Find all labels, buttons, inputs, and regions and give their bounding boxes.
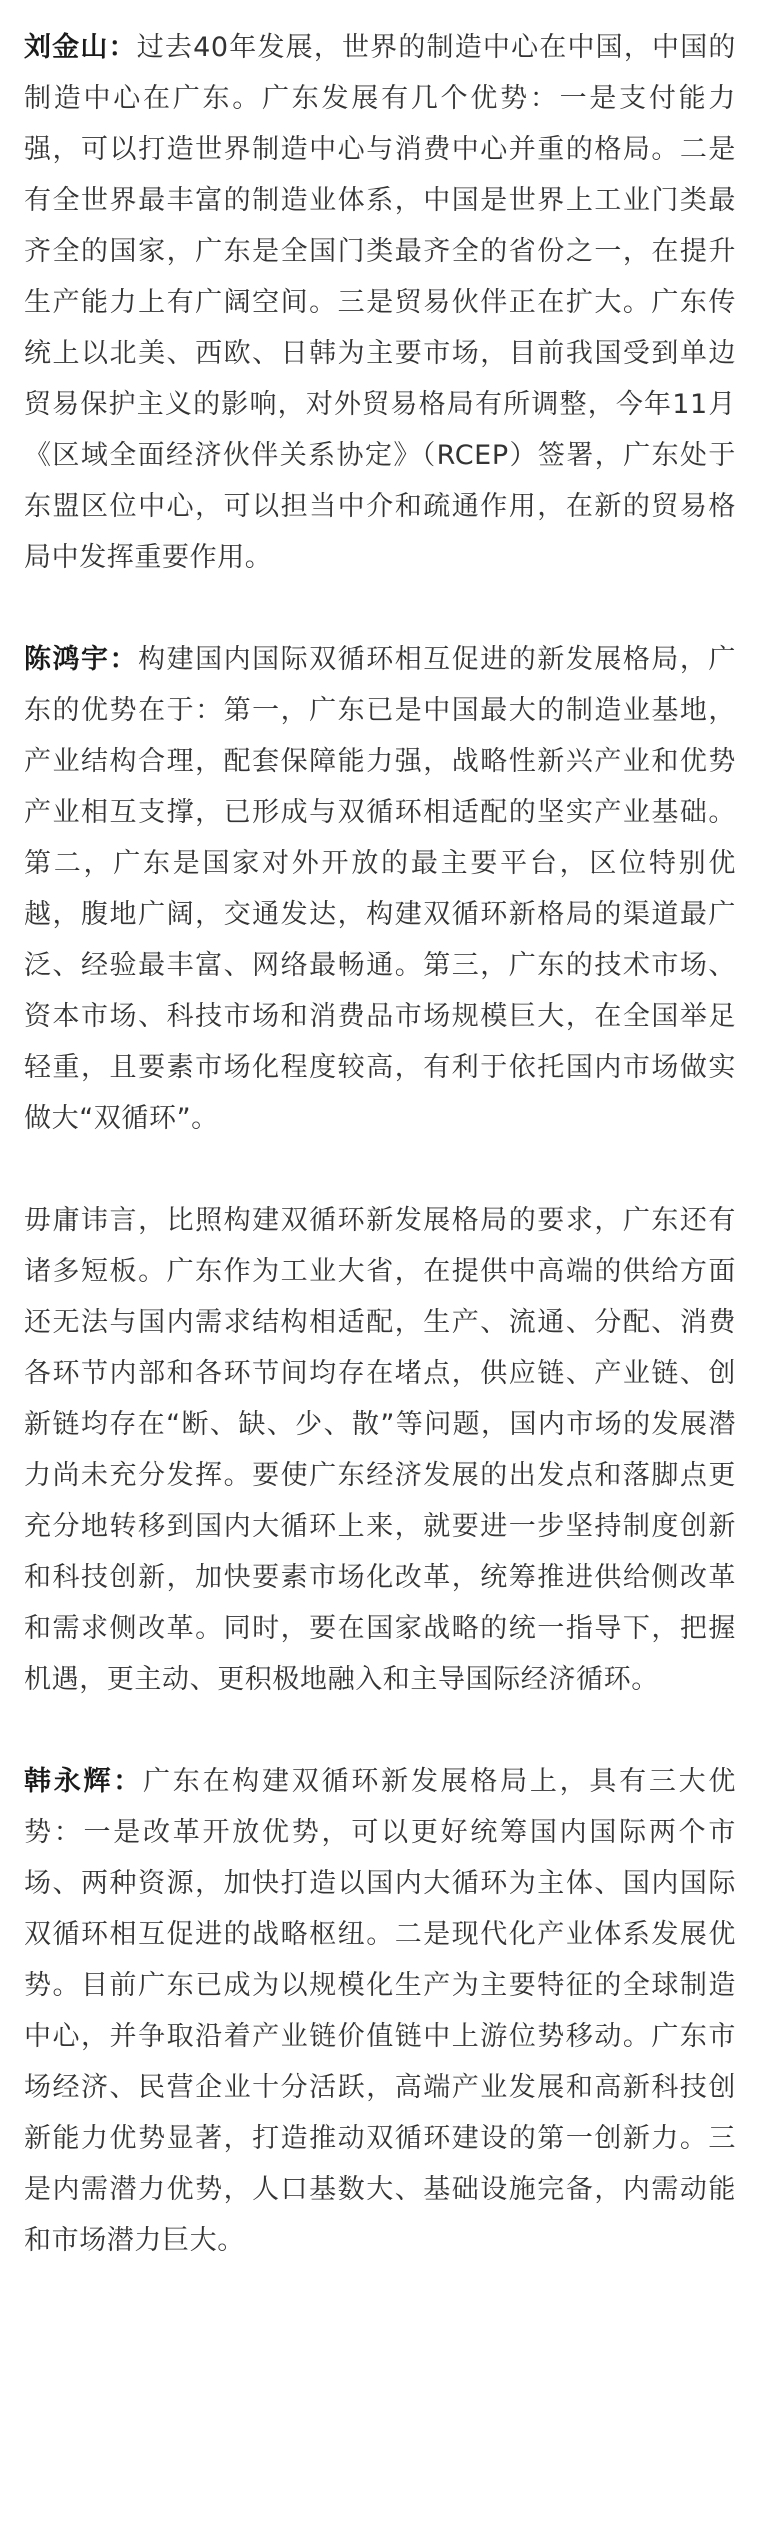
paragraph-liu-jinshan — [24, 22, 736, 583]
paragraph-text: 过去40年发展，世界的制造中心在中国，中国的制造中心在广东。广东发展有几个优势：一是支付能力强，可以打造世界制造中心与消费中心并重的格局。二是有全世界最丰富的制造业体系，中国是世界上工业门类最齐全的国家，广东是全国门类最齐全的省份之一，在提升生产能力上有广阔空间。三是贸易伙伴正在扩大。广东传统上以北美、西欧、日韩为主要市场，目前我国受到单边贸易保护主义的影响，对外贸易格局有所调整，今年11月《区域全面经济伙伴关系协定》（RCEP）签署，广东处于东盟区位中心，可以担当中介和疏通作用，在新的贸易格局中发挥重要作用。 — [24, 32, 736, 573]
paragraph-shortcomings — [24, 1195, 736, 1705]
paragraph-text: 广东在构建双循环新发展格局上，具有三大优势：一是改革开放优势，可以更好统筹国内国际两个市场、两种资源，加快打造以国内大循环为主体、国内国际双循环相互促进的战略枢纽。二是现代化产业体系发展优势。目前广东已成为以规模化生产为主要特征的全球制造中心，并争取沿着产业链价值链中上游位势移动。广东市场经济、民营企业十分活跃，高端产业发展和高新科技创新能力优势显著，打造推动双循环建设的第一创新力。三是内需潜力优势，人口基数大、基础设施完备，内需动能和市场潜力巨大。 — [24, 1766, 736, 2256]
speaker-name: 刘金山： — [24, 32, 137, 63]
paragraph-chen-hongyu — [24, 634, 736, 1144]
speaker-name: 韩永辉： — [24, 1766, 144, 1797]
paragraph-text: 毋庸讳言，比照构建双循环新发展格局的要求，广东还有诸多短板。广东作为工业大省，在提供中高端的供给方面还无法与国内需求结构相适配，生产、流通、分配、消费各环节内部和各环节间均存在堵点，供应链、产业链、创新链均存在“断、缺、少、散”等问题，国内市场的发展潜力尚未充分发挥。要使广东经济发展的出发点和落脚点更充分地转移到国内大循环上来，就要进一步坚持制度创新和科技创新，加快要素市场化改革，统筹推进供给侧改革和需求侧改革。同时，要在国家战略的统一指导下，把握机遇，更主动、更积极地融入和主导国际经济循环。 — [24, 1205, 736, 1695]
paragraph-text: 构建国内国际双循环相互促进的新发展格局，广东的优势在于：第一，广东已是中国最大的制造业基地，产业结构合理，配套保障能力强，战略性新兴产业和优势产业相互支撑，已形成与双循环相适配的坚实产业基础。第二，广东是国家对外开放的最主要平台，区位特别优越，腹地广阔，交通发达，构建双循环新格局的渠道最广泛、经验最丰富、网络最畅通。第三，广东的技术市场、资本市场、科技市场和消费品市场规模巨大，在全国举足轻重，且要素市场化程度较高，有利于依托国内市场做实做大“双循环”。 — [24, 644, 736, 1134]
speaker-name: 陈鸿宇： — [24, 644, 139, 675]
paragraph-han-yonghui — [24, 1756, 736, 2266]
